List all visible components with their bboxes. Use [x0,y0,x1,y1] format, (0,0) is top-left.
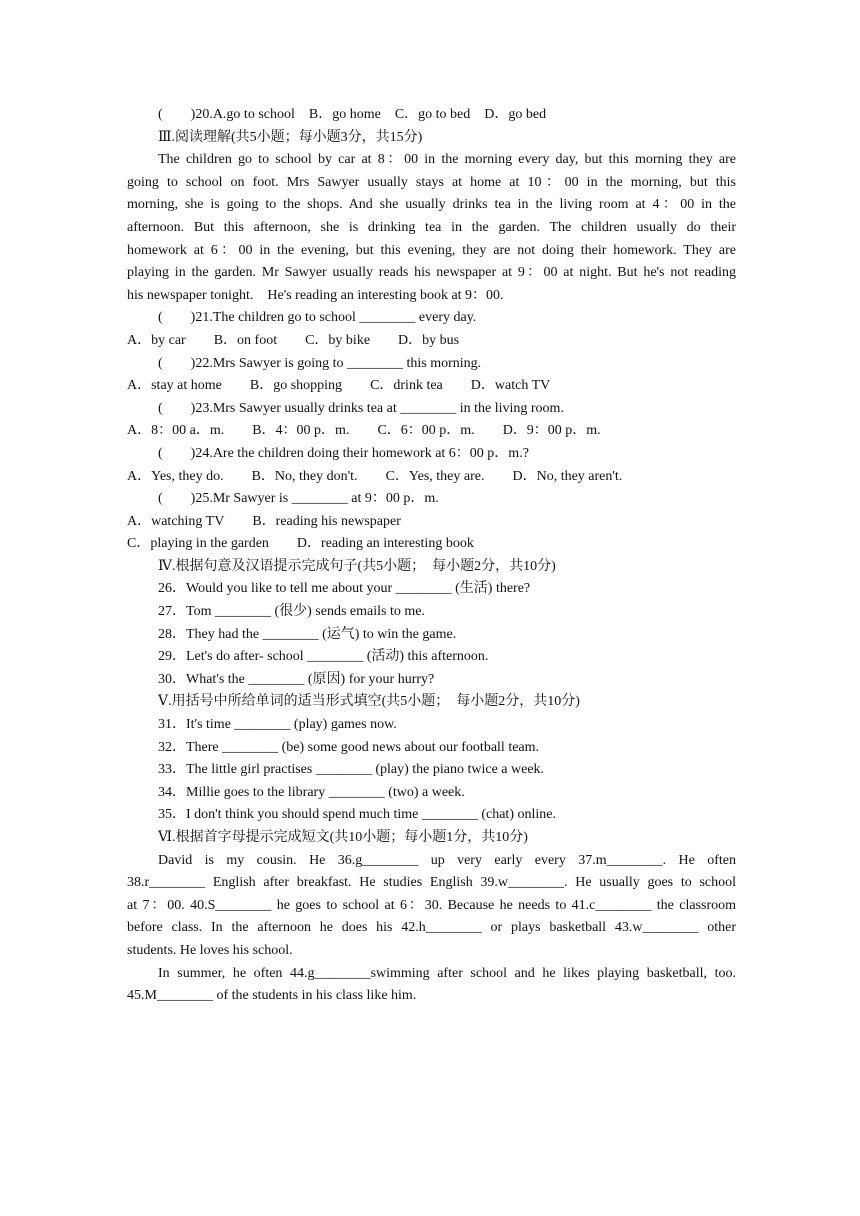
option-b: B．on foot [213,332,278,348]
passage-line: morning, she is going to the shops. And she usually drinks tea in the living room at 4：00 in the [127,197,736,213]
passage-line: 38.r________ English after breakfast. He studies English 39.w________. He usually goes to school [127,875,736,891]
fill-item: 32．There ________ (be) some good news about our football team. [158,739,540,755]
sentence-item: 27．Tom ________ (很少) sends emails to me. [158,604,425,620]
section-4-title: Ⅳ.根据句意及汉语提示完成句子(共5小题； 每小题2分，共10分) [158,558,556,574]
passage-line: In summer, he often 44.g________swimming after school and he likes playing basketball, too. [158,965,736,981]
option-a: A．Yes, they do. [127,468,224,484]
passage-line: his newspaper tonight. He's reading an interesting book at 9：00. [127,287,504,303]
option-d: D．No, they aren't. [512,468,623,484]
option-d: D．watch TV [470,378,551,394]
fill-item: 34．Millie goes to the library ________ (two) a week. [158,784,465,800]
passage-line: afternoon. But this afternoon, she is drinking tea in the garden. The children usually do their [127,219,736,235]
question-21-options [127,330,736,353]
option-d: D．9：00 p．m. [502,423,601,439]
fill-item: 31．It's time ________ (play) games now. [158,717,397,733]
option-c: C．6：00 p．m. [377,423,475,439]
option-a: A．8：00 a．m. [127,423,225,439]
section-6-title: Ⅵ.根据首字母提示完成短文(共10小题；每小题1分，共10分) [158,830,528,845]
question-21: ( )21.The children go to school ________ every day. [158,310,477,326]
worksheet-page [127,104,736,1008]
sentence-item: 30．What's the ________ (原因) for your hurry? [158,671,435,687]
question-22: ( )22.Mrs Sawyer is going to ________ this morning. [158,355,482,371]
section-5-title: Ⅴ.用括号中所给单词的适当形式填空(共5小题； 每小题2分，共10分) [158,694,580,710]
fill-item: 33．The little girl practises ________ (play) the piano twice a week. [158,762,545,778]
option-b: B．No, they don't. [251,468,358,484]
option-c: C．by bike [305,332,371,348]
option-c: C．playing in the garden [127,536,269,552]
fill-item: 35．I don't think you should spend much time ________ (chat) online. [158,807,556,823]
passage-line: before class. In the afternoon he does his 42.h________ or plays basketball 43.w________ other [127,920,736,936]
question-25: ( )25.Mr Sawyer is ________ at 9：00 p．m. [158,491,439,507]
question-25-options-row-1 [127,511,736,534]
reading-passage [127,149,736,307]
question-22-options [127,375,736,398]
passage-line: students. He loves his school. [127,942,293,958]
option-b: B．go shopping [249,378,343,394]
sentence-item: 26．Would you like to tell me about your ________ (生活) there? [158,581,531,597]
option-a: A．by car [127,332,186,348]
section-3-title: Ⅲ.阅读理解(共5小题；每小题3分，共15分) [158,129,423,145]
passage-line: playing in the garden. Mr Sawyer usually reads his newspaper at 9：00 at night. But he's not reading [127,265,736,281]
option-d: D．reading an interesting book [296,536,474,552]
question-20: ( )20.A.go to school B．go home C．go to bed D．go bed [158,107,547,122]
question-24-options [127,466,736,489]
option-a: A．watching TV [127,513,225,529]
question-25-options-row-2 [127,533,736,556]
option-b: B．reading his newspaper [252,513,401,529]
passage-line: David is my cousin. He 36.g________ up very early every 37.m________. He often [158,852,736,868]
passage-line: going to school on foot. Mrs Sawyer usually stays at home at 10：00 in the morning, but this [127,174,736,190]
question-23-options [127,420,736,443]
option-c: C．drink tea [370,378,443,394]
passage-line: The children go to school by car at 8：00 in the morning every day, but this morning they are [158,152,736,168]
option-c: C．Yes, they are. [385,468,485,484]
passage-line: 45.M________ of the students in his class like him. [127,988,417,1004]
cloze-passage [127,850,736,1008]
sentence-item: 29．Let's do after- school ________ (活动) this afternoon. [158,649,489,665]
sentence-item: 28．They had the ________ (运气) to win the game. [158,626,457,642]
question-23: ( )23.Mrs Sawyer usually drinks tea at ________ in the living room. [158,400,564,416]
passage-line: homework at 6：00 in the evening, but this evening, they are not doing their homework. They are [127,242,736,258]
option-a: A．stay at home [127,378,222,394]
passage-line: at 7：00. 40.S________ he goes to school at 6：30. Because he needs to 41.c________ the classroom [127,897,736,913]
option-b: B．4：00 p．m. [252,423,350,439]
question-24: ( )24.Are the children doing their homework at 6：00 p．m.? [158,445,529,461]
option-d: D．by bus [398,332,460,348]
